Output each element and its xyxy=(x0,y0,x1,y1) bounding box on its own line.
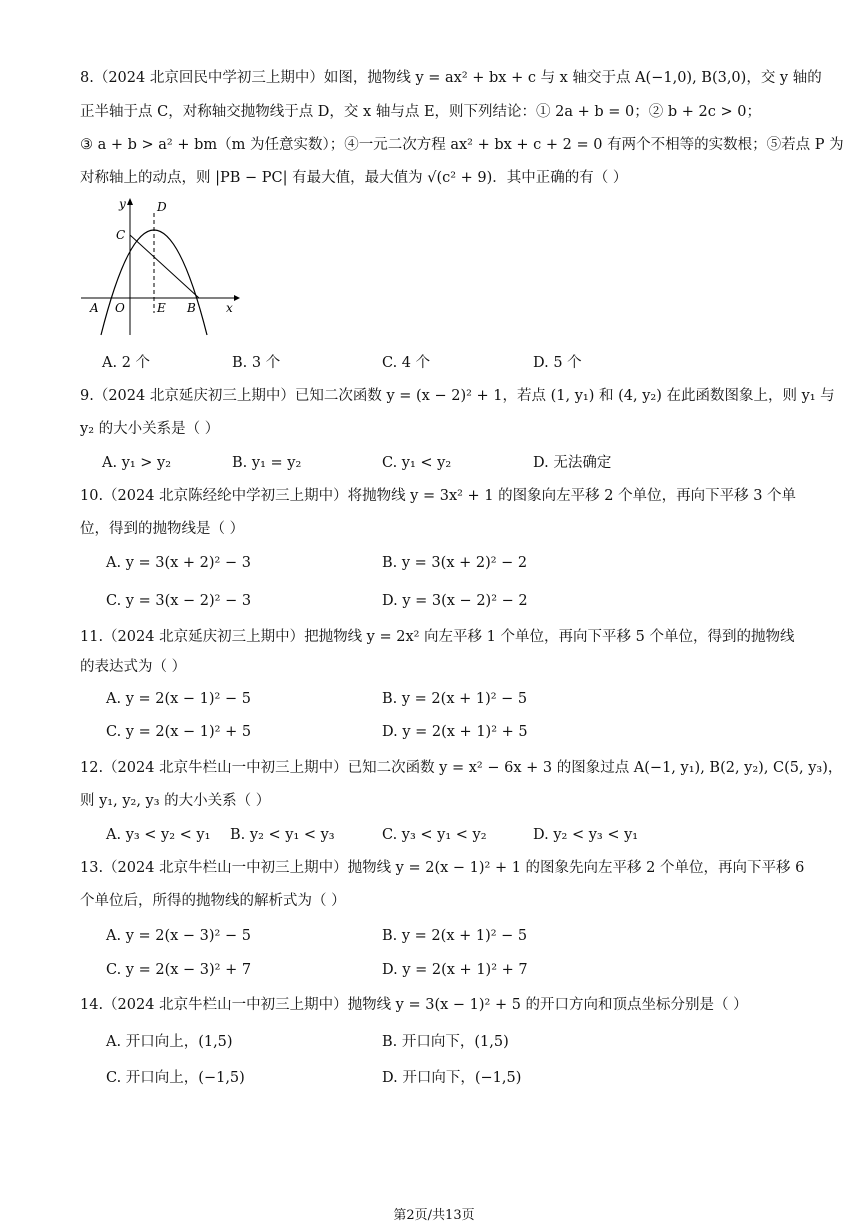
question-text-line: 11.（2024 北京延庆初三上期中）把抛物线 y = 2x² 向左平移 1 个单位，再向下平移 5 个单位，得到的抛物线 xyxy=(80,629,795,645)
option-d[interactable]: D. y = 2(x + 1)² + 5 xyxy=(382,724,528,740)
option-b[interactable]: B. 开口向下，(1,5) xyxy=(382,1034,509,1050)
label-e: E xyxy=(157,301,166,315)
question-text-line: y₂ 的大小关系是（ ） xyxy=(80,421,220,437)
question-text-line: 则 y₁, y₂, y₃ 的大小关系（ ） xyxy=(80,793,271,809)
question-text-line: 10.（2024 北京陈经纶中学初三上期中）将抛物线 y = 3x² + 1 的图象向左平移 2 个单位，再向下平移 3 个单 xyxy=(80,488,797,504)
label-a: A xyxy=(90,301,99,315)
option-c[interactable]: C. 开口向上，(−1,5) xyxy=(106,1070,245,1086)
option-a[interactable]: A. y = 2(x − 1)² − 5 xyxy=(106,691,251,707)
option-c[interactable]: C. y₁ < y₂ xyxy=(382,455,452,471)
question-text-line: 正半轴于点 C，对称轴交抛物线于点 D，交 x 轴与点 E，则下列结论：① 2a + b = 0；② b + 2c > 0； xyxy=(80,104,761,120)
y-axis-arrow xyxy=(127,198,133,205)
question-text-line: 14.（2024 北京牛栏山一中初三上期中）抛物线 y = 3(x − 1)² + 5 的开口方向和顶点坐标分别是（ ） xyxy=(80,997,748,1013)
x-axis-arrow xyxy=(234,295,240,301)
option-a[interactable]: A. y = 3(x + 2)² − 3 xyxy=(106,555,251,571)
option-a[interactable]: A. 2 个 xyxy=(102,355,151,371)
option-a[interactable]: A. y₃ < y₂ < y₁ xyxy=(106,827,211,843)
page-footer: 第2页/共13页 xyxy=(393,1208,475,1223)
option-c[interactable]: C. y = 3(x − 2)² − 3 xyxy=(106,593,252,609)
option-a[interactable]: A. y = 2(x − 3)² − 5 xyxy=(106,928,251,944)
question-text-line: 对称轴上的动点，则 |PB − PC| 有最大值，最大值为 √(c² + 9)．其中正确的有（ ） xyxy=(80,170,628,186)
option-a[interactable]: A. y₁ > y₂ xyxy=(102,455,172,471)
option-b[interactable]: B. y₂ < y₁ < y₃ xyxy=(230,827,335,843)
option-a[interactable]: A. 开口向上，(1,5) xyxy=(106,1034,233,1050)
option-c[interactable]: C. y = 2(x − 1)² + 5 xyxy=(106,724,252,740)
option-d[interactable]: D. 开口向下，(−1,5) xyxy=(382,1070,522,1086)
option-c[interactable]: C. y₃ < y₁ < y₂ xyxy=(382,827,487,843)
option-c[interactable]: C. 4 个 xyxy=(382,355,431,371)
question-text-line: 13.（2024 北京牛栏山一中初三上期中）抛物线 y = 2(x − 1)² + 1 的图象先向左平移 2 个单位，再向下平移 6 xyxy=(80,860,805,876)
option-c[interactable]: C. y = 2(x − 3)² + 7 xyxy=(106,962,252,978)
option-d[interactable]: D. y₂ < y₃ < y₁ xyxy=(533,827,639,843)
option-b[interactable]: B. y = 2(x + 1)² − 5 xyxy=(382,928,528,944)
parabola-curve xyxy=(101,230,207,335)
option-b[interactable]: B. 3 个 xyxy=(232,355,281,371)
option-b[interactable]: B. y₁ = y₂ xyxy=(232,455,302,471)
question-text-line: 位，得到的抛物线是（ ） xyxy=(80,521,245,537)
option-d[interactable]: D. 5 个 xyxy=(533,355,582,371)
parabola-figure xyxy=(76,195,241,345)
label-x: x xyxy=(226,301,233,315)
label-o: O xyxy=(115,301,125,315)
option-b[interactable]: B. y = 2(x + 1)² − 5 xyxy=(382,691,528,707)
option-d[interactable]: D. 无法确定 xyxy=(533,455,612,471)
label-c: C xyxy=(116,228,126,242)
question-text-line: 的表达式为（ ） xyxy=(80,659,187,675)
label-d: D xyxy=(157,200,167,214)
segment-cb xyxy=(130,235,199,298)
question-text-line: ③ a + b > a² + bm（m 为任意实数）；④一元二次方程 ax² + bx + c + 2 = 0 有两个不相等的实数根；⑤若点 P 为 xyxy=(80,137,844,153)
label-b: B xyxy=(187,301,196,315)
question-text-line: 12.（2024 北京牛栏山一中初三上期中）已知二次函数 y = x² − 6x + 3 的图象过点 A(−1, y₁), B(2, y₂), C(5, y₃)， xyxy=(80,760,843,776)
option-d[interactable]: D. y = 2(x + 1)² + 7 xyxy=(382,962,528,978)
question-text-line: 个单位后，所得的抛物线的解析式为（ ） xyxy=(80,893,346,909)
question-text-line: 8.（2024 北京回民中学初三上期中）如图，抛物线 y = ax² + bx + c 与 x 轴交于点 A(−1,0), B(3,0)，交 y 轴的 xyxy=(80,70,822,86)
option-d[interactable]: D. y = 3(x − 2)² − 2 xyxy=(382,593,528,609)
option-b[interactable]: B. y = 3(x + 2)² − 2 xyxy=(382,555,528,571)
label-y: y xyxy=(119,197,126,211)
question-text-line: 9.（2024 北京延庆初三上期中）已知二次函数 y = (x − 2)² + 1，若点 (1, y₁) 和 (4, y₂) 在此函数图象上，则 y₁ 与 xyxy=(80,388,835,404)
